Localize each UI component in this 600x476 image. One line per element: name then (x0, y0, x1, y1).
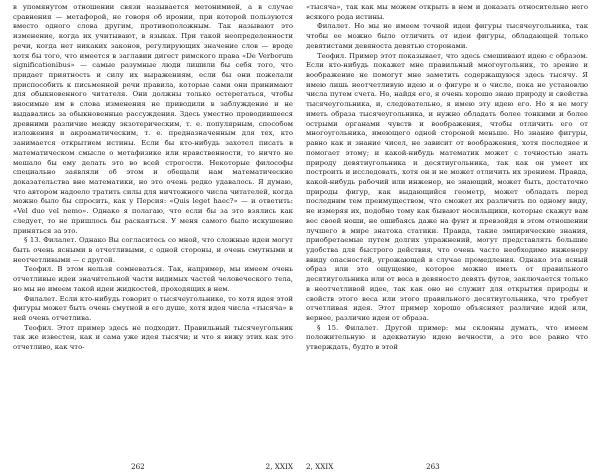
paragraph: Филалет. Если кто-нибудь говорит о тысячеугольнике, то хотя идея этой фигуры может быть очень смутной в его душе, хотя идея числа «тысяча» в ней очень отчетлива. (13, 294, 293, 322)
paragraph: § 13. Филалет. Однако Вы согласитесь со мной, что сложные идеи могут быть очень ясными в отчетливыми, с одной стороны, и очень смутными и неотчетливыми — с другой. (13, 236, 293, 264)
paragraph: Теофил. Этот пример здесь не подходит. Правильный тысячеугольник так же известен, как и сама уже идея тысячи; и что я вижу этих как это отчетливо, как что- (13, 323, 293, 352)
paragraph: «тысяча», так как мы можем открыть в нем и доказать относительно него всякого рода истины. (306, 3, 588, 21)
paragraph: § 15. Филалет. Другой пример: мы склонны думать, что имеем положительную и адекватную идею вечности, а это все равно что утверждать, будто в этой (306, 323, 588, 352)
left-page-footer (13, 461, 293, 473)
chapter-reference: 2, XXIX (306, 462, 334, 471)
left-page (13, 3, 293, 473)
paragraph: Теофил. Пример этот показывает, что здесь смешивают идею с образом. Если кто-нибудь покажет мне правильный многоугольник, то зрение и воображение не помогут мне заметить содержащуюся здесь тысячу. Я имею лишь неотчетливую идею и о фигуре и о числе, пока не установлю числа путем счета. Но, найдя его, я очень хорошо знаю природу и свойства тысячеугольника, и, следовательно, я имею эту идею его. Но я не могу иметь образа тысячеугольника, и нужно обладать более тонкими и более острыми органами чувств и воображения, чтобы отличить его от многоугольника, имеющего одной стороной меньше. Но знание фигуры, равно как и знание чисел, не зависит от воображения, хотя последнее и помогает этому; и какой-нибудь математик может с точностью знать природу девятиугольника и десятиугольника, так как он умеет их построить и исследовать, хотя он и не может отличить их зрением. Правда, какой-нибудь рабочий или инженер, не знающий, может быть, достаточно природы фигур, как выдающийся геометр, может обладать перед последним тем преимуществом, что сможет их различить по одному виду, не измеряя их, подобно тому как бывают носильщики, которые скажут вам вес своей ноши, не ошибаясь даже на фунт и превзойдя в этом отношении лучшего в мире знатока статики. Правда, такие эмпирические знания, приобретаемые путем долгих упражнений, могут представлять большие удобства для быстрого действия, что очень часто необходимо инженеру ввиду опасностей, угрожающей в случае промедления. Однако эта ясный образ или это ощущение, которое можно иметь от правильного десятиугольника или от веса в девяносто девять футов, заключается только в неотчетливой идее, так как оно не служит для открытия природы и свойств этого веса или этого правильного десятиугольника, что требует отчетливая идея. Этот пример хорошо объясняет различие идей или, вернее, различие идеи от образа. (306, 51, 588, 322)
page-number: 262 (131, 462, 145, 471)
right-page-footer (306, 461, 588, 473)
chapter-reference: 2, XXIX (265, 462, 293, 471)
paragraph: Теофил. В этом нельзя сомневаться. Так, например, мы имеем очень отчетливые идеи значительной части видимых частей человеческого тела, но мы не имеем такой идеи жидкостей, проходящих в нем. (13, 265, 293, 293)
page-number: 263 (426, 462, 440, 471)
paragraph: Филалет. Но мы не имеем точной идеи фигуры тысячеугольника, так чтобы ее можно было отличить от идеи фигуры, обладающей только девятистами девяноста девятью сторонами. (306, 22, 588, 50)
right-page (306, 3, 588, 473)
paragraph: в упомянутом отношении связи называется метонимией, а в случае сравнения — метафорой, не говоря об иронии, при которой пользуются вместо одного слова другим, противоположным. Так называют это изменение, когда их учитывают, в языках. При такой неопределенности речи, когда нет никаких законов, регулирующих значение слов — вроде хотя бы того, что имеется в заглавии дигест римского права «De Verborum significationibus» — самые разумные люди лишили бы себя того, что придает приятность и силу их выражениям, если бы они пожелали приспособить к письменной речи правила, которые сами они принимают для обыкновенного читателя. Они должны только остерегаться, чтобы вносимые им в слова изменения не приводили в заблуждение и не выдавались за обыкновенные рассуждения. Здесь уместно проводившееся древними различие между экзотерическим, т. е. популярным, способом изложения и акроаматическим, т. е. предназначенным для тех, кто занимается открытием истины. Если бы кто-нибудь захотел писать в математическом смысле о метафизике или нравственности, то ничто не мешало бы ему делать это во всей строгости. Некоторые философы специально заявляли об этом и обещали нам математические доказательства вне математики, но это очень редко удавалось. Я думаю, что автором надоело тратить силы для ничтожного числа читателей, когда можно было бы спросить, как у Персия: «Quis leget haec?» — и ответить: «Vel duo vel nemo». Однако я полагаю, что если бы за это взялись как следует, то не пришлось бы раскаяться. У меня самого было искушение приняться за это. (13, 3, 293, 235)
right-page-text (306, 3, 588, 353)
left-page-text (13, 3, 293, 353)
